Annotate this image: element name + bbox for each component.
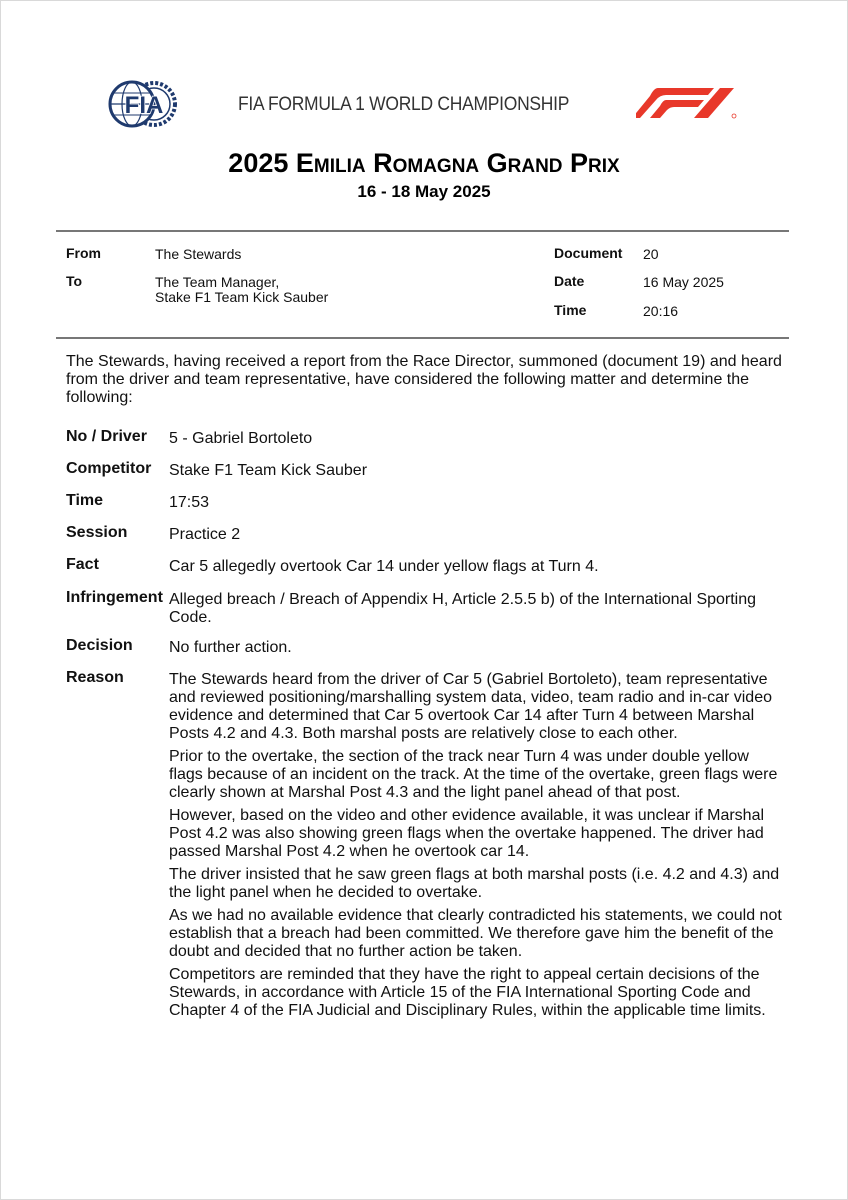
session-value: Practice 2 <box>169 526 241 543</box>
time-value: 20:16 <box>643 303 679 319</box>
time-label: Time <box>554 302 587 318</box>
reason-paragraph: The driver insisted that he saw green flags at both marshal posts (i.e. 4.2 and 4.3) and the light panel when he decided to overtake. <box>169 866 780 901</box>
intro-paragraph: The Stewards, having received a report from the Race Director, summoned (document 19) and heard from the driver and team representative, have considered the following matter and determine the following: <box>66 353 782 406</box>
fact-label: Fact <box>66 556 99 573</box>
reason-paragraph: As we had no available evidence that clearly contradicted his statements, we could not establish that a breach had been committed. We therefore gave him the benefit of the doubt and decided that no further action be taken. <box>169 907 782 960</box>
reason-paragraph: However, based on the video and other evidence available, it was unclear if Marshal Post 4.2 was also showing green flags when the overtake happened. The driver had passed Marshal Post 4.2 when he overtook car 14. <box>169 807 765 860</box>
from-label: From <box>66 245 101 261</box>
fia-logo <box>108 79 180 129</box>
reason-label: Reason <box>66 669 124 686</box>
competitor-label: Competitor <box>66 460 152 477</box>
competitor-value: Stake F1 Team Kick Sauber <box>169 462 368 479</box>
to-value-line1: The Team Manager, <box>155 274 280 290</box>
document-label: Document <box>554 245 623 261</box>
document-value: 20 <box>643 246 659 262</box>
championship-title: FIA FORMULA 1 WORLD CHAMPIONSHIP <box>238 94 570 115</box>
f1-logo <box>636 86 740 120</box>
from-value: The Stewards <box>155 246 242 262</box>
reason-paragraph: Prior to the overtake, the section of the track near Turn 4 was under double yellow flags because of an incident on the track. At the time of the overtake, green flags were clearly shown at Marshal Post 4.3 and the light panel ahead of that post. <box>169 748 778 801</box>
date-label: Date <box>554 273 585 289</box>
driver-value: 5 - Gabriel Bortoleto <box>169 430 313 447</box>
fact-value: Car 5 allegedly overtook Car 14 under yellow flags at Turn 4. <box>169 558 599 575</box>
event-title: 2025 Emilia Romagna Grand Prix <box>228 148 620 178</box>
header-divider-top <box>56 230 789 232</box>
header-divider-bottom <box>56 337 789 339</box>
to-value-line2: Stake F1 Team Kick Sauber <box>155 289 329 305</box>
to-label: To <box>66 273 83 289</box>
reason-paragraph: The Stewards heard from the driver of Car 5 (Gabriel Bortoleto), team representative and reviewed positioning/marshalling system data, video, team radio and in-car video evidence and determined that Car 5 overtook Car 14 after Turn 4 between Marshal Posts 4.2 and 4.3. Both marshal posts are relatively close to each other. <box>169 671 772 742</box>
driver-label: No / Driver <box>66 428 147 445</box>
decision-value: No further action. <box>169 639 292 656</box>
incident-time-label: Time <box>66 492 104 509</box>
event-dates: 16 - 18 May 2025 <box>357 182 491 201</box>
decision-label: Decision <box>66 637 133 654</box>
session-label: Session <box>66 524 128 541</box>
incident-time-value: 17:53 <box>169 494 210 511</box>
infringement-label: Infringement <box>66 589 163 606</box>
infringement-value: Alleged breach / Breach of Appendix H, Article 2.5.5 b) of the International Sporting Code. <box>169 591 757 626</box>
date-value: 16 May 2025 <box>643 274 724 290</box>
svg-text:FIA: FIA <box>124 92 164 119</box>
reason-text <box>169 671 787 1025</box>
appeal-notice: Competitors are reminded that they have the right to appeal certain decisions of the Stewards, in accordance with Article 15 of the FIA International Sporting Code and Chapter 4 of the FIA Judicial and Disciplinary Rules, within the applicable time limits. <box>169 966 766 1019</box>
